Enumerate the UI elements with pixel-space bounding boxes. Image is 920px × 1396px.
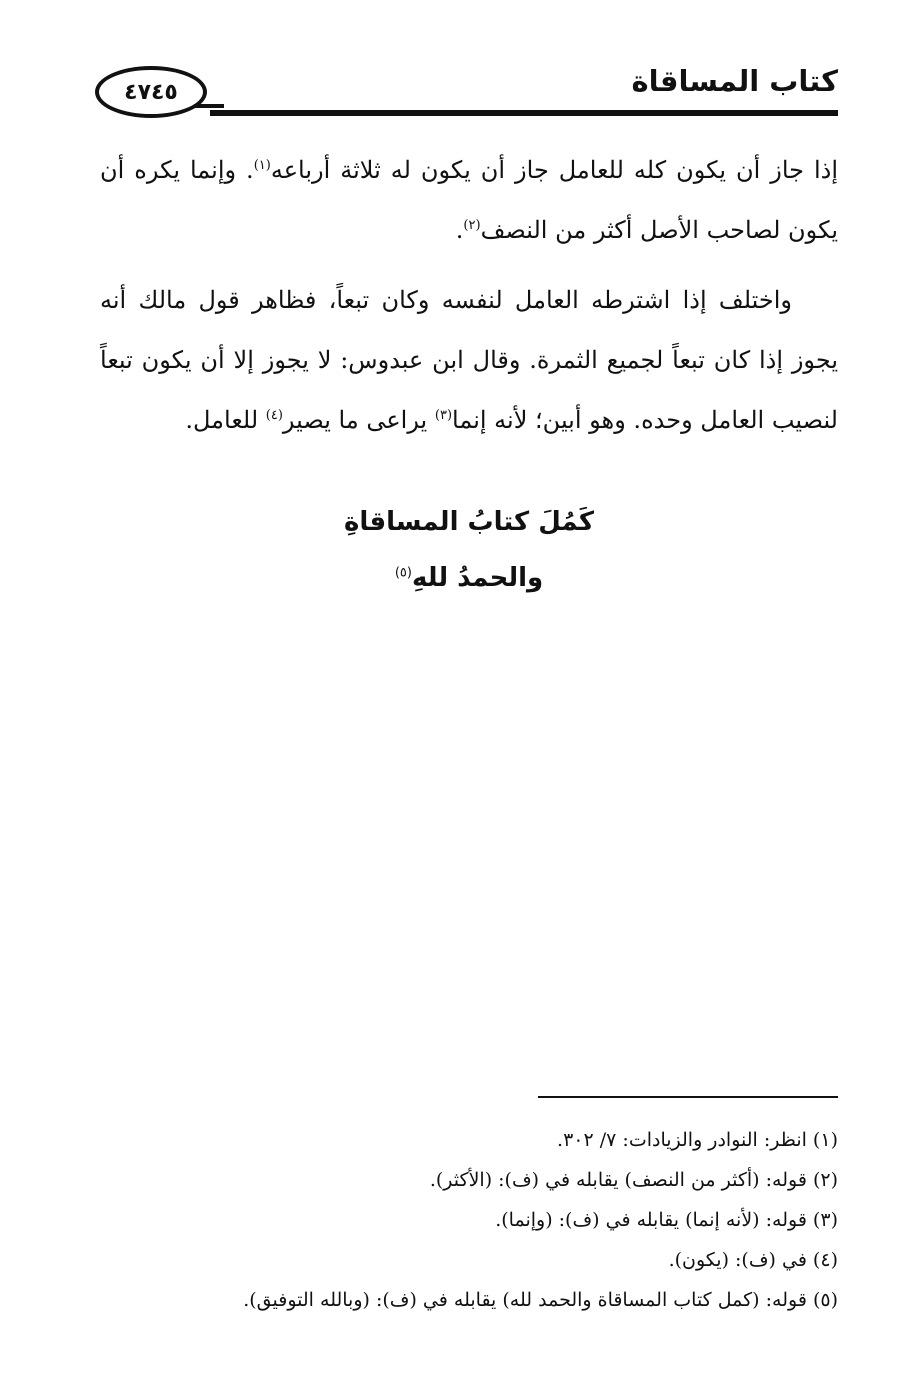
footnote-4: (٤) في (ف): (يكون).: [668, 1249, 838, 1271]
paragraph-1-text-a: إذا جاز أن يكون كله للعامل جاز أن يكون له ثلاثة أرباعه: [270, 156, 838, 184]
paragraph-2: [100, 270, 838, 450]
colophon-line-1: كَمُلَ كتابُ المساقاةِ: [344, 507, 594, 537]
paragraph-2-text-c: للعامل.: [185, 406, 266, 434]
header-rule: [210, 110, 838, 116]
footnotes: [100, 1120, 838, 1320]
colophon-line-2-text: والحمدُ للهِ: [411, 563, 544, 593]
footnote-ref-4: (٤): [265, 408, 283, 423]
footnote-separator: [538, 1096, 838, 1098]
paragraph-1-text-c: .: [455, 216, 464, 244]
running-title: كتاب المساقاة: [631, 64, 838, 98]
paragraph-1-text-b: . وإنما يكره أن يكون لصاحب الأصل أكثر من النصف: [100, 156, 838, 244]
colophon: [100, 494, 838, 606]
footnote-ref-3: (٣): [434, 408, 453, 423]
footnote-2: (٢) قوله: (أكثر من النصف) يقابله في (ف): (الأكثر).: [429, 1169, 838, 1191]
footnote-3: (٣) قوله: (لأنه إنما) يقابله في (ف): (وإنما).: [495, 1209, 838, 1231]
paragraph-1: [100, 140, 838, 260]
colophon-line-2: [100, 550, 838, 606]
footnote-ref-2: (٢): [463, 218, 481, 233]
page-number-badge: [95, 66, 207, 118]
main-text: [100, 140, 838, 450]
paragraph-2-text-a: واختلف إذا اشترطه العامل لنفسه وكان تبعاً، فظاهر قول مالك أنه يجوز إذا كان تبعاً لجميع الثمرة. وقال ابن عبدوس: لا يجوز إلا أن يكون تبعاً لنصيب العامل وحده. وهو أبين؛ لأنه إنما: [100, 286, 838, 434]
paragraph-2-text-b: يراعى ما يصير: [282, 406, 435, 434]
footnote-5: (٥) قوله: (كمل كتاب المساقاة والحمد لله) يقابله في (ف): (وبالله التوفيق).: [243, 1289, 838, 1311]
footnote-ref-1: (١): [253, 158, 271, 173]
footnote-1: (١) انظر: النوادر والزيادات: ٧/ ٣٠٢.: [557, 1129, 838, 1151]
footnote-ref-5: (٥): [394, 565, 412, 581]
page-header: [90, 60, 838, 124]
header-badge-connector: [194, 104, 224, 108]
page-number: ٤٧٤٥: [124, 79, 178, 105]
